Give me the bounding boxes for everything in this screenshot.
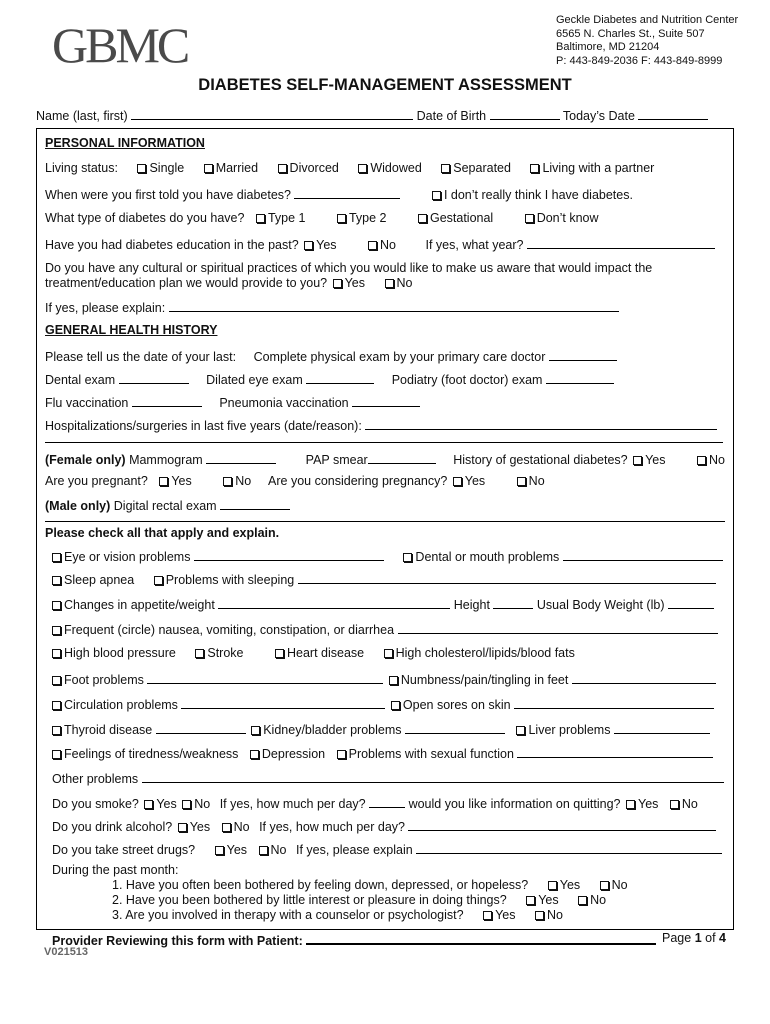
option-label: No xyxy=(270,843,287,857)
question-text: Hospitalizations/surgeries in last five years (date/reason): xyxy=(45,419,362,433)
flu-date-field[interactable] xyxy=(132,394,202,407)
checkbox-icon[interactable] xyxy=(259,846,268,855)
mammogram-date-field[interactable] xyxy=(206,451,276,464)
checkbox-icon[interactable] xyxy=(384,649,393,658)
page-of: of xyxy=(705,931,716,945)
checkbox-icon[interactable] xyxy=(256,214,265,223)
option-label: No xyxy=(611,878,628,892)
weight-field[interactable] xyxy=(668,596,714,609)
vaccine-row xyxy=(45,394,420,410)
question-text: Podiatry (foot doctor) exam xyxy=(391,373,543,387)
question-text: (Female only) xyxy=(45,453,126,467)
explain-field[interactable] xyxy=(169,299,619,312)
hospital-row xyxy=(45,417,717,433)
option-label: Married xyxy=(215,161,259,175)
dob-field[interactable] xyxy=(490,107,560,120)
question-text: Usual Body Weight (lb) xyxy=(536,598,665,612)
question-text: Are you considering pregnancy? xyxy=(268,474,448,488)
option-label: Eye or vision problems xyxy=(64,550,191,564)
gbmc-logo: GBMC xyxy=(52,17,188,73)
checkbox-icon[interactable] xyxy=(697,456,706,465)
question-text: Mammogram xyxy=(129,453,203,467)
option-label: Problems with sleeping xyxy=(165,573,295,587)
checkbox-icon[interactable] xyxy=(144,800,153,809)
question-text: Dilated eye exam xyxy=(206,373,303,387)
option-label: Numbness/pain/tingling in feet xyxy=(400,673,569,687)
checkbox-icon[interactable] xyxy=(600,881,609,890)
cultural-line1: Do you have any cultural or spiritual practices of which you would like to make us aware that would impact the xyxy=(45,261,653,275)
question-text: (Male only) xyxy=(45,499,111,513)
checkbox-icon[interactable] xyxy=(154,576,163,585)
checkbox-icon[interactable] xyxy=(159,477,168,486)
health-heading: GENERAL HEALTH HISTORY xyxy=(45,323,218,337)
address-line: Baltimore, MD 21204 xyxy=(556,41,660,53)
checkbox-icon[interactable] xyxy=(52,576,61,585)
option-label: No xyxy=(233,820,250,834)
question-text: Digital rectal exam xyxy=(113,499,217,513)
drugs-field[interactable] xyxy=(416,841,722,854)
option-label: Yes xyxy=(464,474,486,488)
thyroid-row xyxy=(50,721,710,737)
page-current: 1 xyxy=(694,931,702,945)
checkbox-icon[interactable] xyxy=(178,823,187,832)
sleep-field[interactable] xyxy=(298,571,716,584)
checkbox-icon[interactable] xyxy=(275,649,284,658)
option-label: Single xyxy=(149,161,185,175)
provider-label: Provider Reviewing this form with Patient: xyxy=(52,934,303,948)
smoke-amount-field[interactable] xyxy=(369,795,405,808)
question-text: 2. Have you been bothered by little interest or pleasure in doing things? xyxy=(112,893,507,907)
question-text: History of gestational diabetes? xyxy=(453,453,628,467)
checkbox-icon[interactable] xyxy=(250,750,259,759)
option-label: Yes xyxy=(189,820,211,834)
question-text: What type of diabetes do you have? xyxy=(45,211,245,225)
personal-heading: PERSONAL INFORMATION xyxy=(45,136,205,150)
checkbox-icon[interactable] xyxy=(441,164,450,173)
name-label: Name (last, first) xyxy=(36,109,128,123)
question-text: Do you take street drugs? xyxy=(52,843,196,857)
question-text: Do you smoke? xyxy=(52,797,139,811)
question-text: Are you pregnant? xyxy=(45,474,148,488)
height-field[interactable] xyxy=(493,596,533,609)
option-label: Yes xyxy=(638,797,659,811)
question-text: Pneumonia vaccination xyxy=(219,396,349,410)
checkbox-icon[interactable] xyxy=(204,164,213,173)
sores-field[interactable] xyxy=(514,696,714,709)
option-label: Don’t know xyxy=(536,211,599,225)
dental-problems-field[interactable] xyxy=(563,548,723,561)
checkbox-icon[interactable] xyxy=(453,477,462,486)
checkbox-icon[interactable] xyxy=(633,456,642,465)
question-text: Dental exam xyxy=(45,373,116,387)
option-label: Circulation problems xyxy=(64,698,178,712)
checkbox-icon[interactable] xyxy=(517,477,526,486)
checkbox-icon[interactable] xyxy=(333,279,342,288)
option-label: Type 1 xyxy=(267,211,306,225)
option-label: Living with a partner xyxy=(542,161,655,175)
checkbox-icon[interactable] xyxy=(52,726,61,735)
checkbox-icon[interactable] xyxy=(578,896,587,905)
female-row xyxy=(45,451,725,467)
sexual-field[interactable] xyxy=(517,745,713,758)
alcohol-row xyxy=(52,818,716,834)
podiatry-date-field[interactable] xyxy=(546,371,614,384)
type-row xyxy=(45,211,599,225)
question-text: Do you drink alcohol? xyxy=(52,820,173,834)
today-field[interactable] xyxy=(638,107,708,120)
checkbox-icon[interactable] xyxy=(52,553,61,562)
page-number xyxy=(662,931,726,945)
name-row xyxy=(36,107,708,123)
nausea-row xyxy=(50,621,718,637)
smoke-row xyxy=(52,795,698,811)
past-month-item xyxy=(112,893,606,908)
checkbox-icon[interactable] xyxy=(548,881,557,890)
nausea-field[interactable] xyxy=(398,621,718,634)
question-text: 1. Have you often been bothered by feeling down, depressed, or hopeless? xyxy=(112,878,529,892)
form-title: DIABETES SELF-MANAGEMENT ASSESSMENT xyxy=(198,76,572,94)
option-label: High blood pressure xyxy=(64,646,176,660)
checkbox-icon[interactable] xyxy=(535,911,544,920)
past-month-label: During the past month: xyxy=(52,863,179,877)
option-label: Sleep apnea xyxy=(64,573,135,587)
option-label: Frequent (circle) nausea, vomiting, constipation, or diarrhea xyxy=(64,623,395,637)
page-label: Page xyxy=(662,931,692,945)
question-text: Have you had diabetes education in the past? xyxy=(45,238,299,252)
hospital-line[interactable] xyxy=(45,442,723,443)
question-text: PAP smear xyxy=(305,453,368,467)
option-label: Separated xyxy=(453,161,511,175)
question-text: treatment/education plan we would provide to you? xyxy=(45,276,328,290)
name-field[interactable] xyxy=(131,107,413,120)
option-label: No xyxy=(709,453,725,467)
question-text: If yes, what year? xyxy=(425,238,524,252)
checkbox-icon[interactable] xyxy=(52,649,61,658)
checkbox-icon[interactable] xyxy=(137,164,146,173)
past-month-item xyxy=(112,878,628,893)
option-label: I don’t really think I have diabetes. xyxy=(443,188,633,202)
numb-field[interactable] xyxy=(572,671,716,684)
checkbox-icon[interactable] xyxy=(389,676,398,685)
checkbox-icon[interactable] xyxy=(358,164,367,173)
option-label: Yes xyxy=(559,878,581,892)
checkbox-icon[interactable] xyxy=(251,726,260,735)
checkbox-icon[interactable] xyxy=(52,601,61,610)
checkbox-icon[interactable] xyxy=(516,726,525,735)
today-label: Today’s Date xyxy=(562,109,635,123)
option-label: No xyxy=(528,474,545,488)
sleep-row xyxy=(50,571,716,587)
checkbox-icon[interactable] xyxy=(626,800,635,809)
checkbox-icon[interactable] xyxy=(525,214,534,223)
option-label: Type 2 xyxy=(348,211,387,225)
living-status-row xyxy=(45,161,654,175)
other-row xyxy=(52,770,724,786)
option-label: Dental or mouth problems xyxy=(415,550,560,564)
question-text: 3. Are you involved in therapy with a counselor or psychologist? xyxy=(112,908,464,922)
checkbox-icon[interactable] xyxy=(368,241,377,250)
told-row xyxy=(45,186,633,202)
past-month-item xyxy=(112,908,563,923)
question-text: Other problems xyxy=(52,772,139,786)
question-text: If yes, how much per day? xyxy=(259,820,405,834)
checkbox-icon[interactable] xyxy=(403,553,412,562)
eye-problems-field[interactable] xyxy=(194,548,384,561)
option-label: Yes xyxy=(495,908,516,922)
question-text: Flu vaccination xyxy=(45,396,129,410)
circulation-row xyxy=(50,696,714,712)
pap-date-field[interactable] xyxy=(368,451,436,464)
option-label: Yes xyxy=(171,474,192,488)
option-label: Divorced xyxy=(289,161,339,175)
question-text: Height xyxy=(453,598,490,612)
address-line: P: 443-849-2036 F: 443-849-8999 xyxy=(556,54,723,67)
checkbox-icon[interactable] xyxy=(337,750,346,759)
option-label: No xyxy=(380,238,397,252)
checkbox-icon[interactable] xyxy=(52,750,61,759)
male-row xyxy=(45,497,290,513)
option-label: No xyxy=(681,797,698,811)
checkbox-icon[interactable] xyxy=(182,800,191,809)
checkbox-icon[interactable] xyxy=(215,846,224,855)
address-line: 6565 N. Charles St., Suite 507 xyxy=(556,27,705,40)
rectal-date-field[interactable] xyxy=(220,497,290,510)
drugs-row xyxy=(52,841,722,857)
told-field[interactable] xyxy=(294,186,400,199)
option-label: Yes xyxy=(344,276,366,290)
physical-row xyxy=(45,348,617,364)
question-text: If yes, please explain: xyxy=(45,301,166,315)
address-line: Geckle Diabetes and Nutrition Center xyxy=(556,14,739,26)
circ-field[interactable] xyxy=(181,696,385,709)
kidney-field[interactable] xyxy=(405,721,505,734)
foot-row xyxy=(50,671,716,687)
checkbox-icon[interactable] xyxy=(304,241,313,250)
question-text: If yes, please explain xyxy=(295,843,413,857)
cultural-line2 xyxy=(45,276,412,290)
hospital-field[interactable] xyxy=(365,417,717,430)
option-label: High cholesterol/lipids/blood fats xyxy=(395,646,575,660)
option-label: Kidney/bladder problems xyxy=(263,723,402,737)
checkbox-icon[interactable] xyxy=(670,800,679,809)
checkbox-icon[interactable] xyxy=(530,164,539,173)
pneumonia-date-field[interactable] xyxy=(352,394,420,407)
option-label: No xyxy=(396,276,413,290)
appetite-field[interactable] xyxy=(218,596,450,609)
option-label: Yes xyxy=(645,453,666,467)
foot-field[interactable] xyxy=(147,671,383,684)
checkbox-icon[interactable] xyxy=(52,676,61,685)
question-text: When were you first told you have diabetes? xyxy=(45,188,291,202)
checkbox-icon[interactable] xyxy=(223,477,232,486)
dob-label: Date of Birth xyxy=(416,109,487,123)
living-label: Living status: xyxy=(45,161,118,175)
option-label: Open sores on skin xyxy=(402,698,511,712)
checkbox-icon[interactable] xyxy=(432,191,441,200)
question-text: Complete physical exam by your primary care doctor xyxy=(253,350,546,364)
option-label: Foot problems xyxy=(64,673,144,687)
option-label: Yes xyxy=(156,797,177,811)
option-label: No xyxy=(235,474,252,488)
checkbox-icon[interactable] xyxy=(483,911,492,920)
checkbox-icon[interactable] xyxy=(278,164,287,173)
option-label: Depression xyxy=(261,747,326,761)
exam-row xyxy=(45,371,614,387)
checkbox-icon[interactable] xyxy=(385,279,394,288)
checkbox-icon[interactable] xyxy=(52,701,61,710)
checkbox-icon[interactable] xyxy=(52,626,61,635)
option-label: Thyroid disease xyxy=(64,723,153,737)
thyroid-field[interactable] xyxy=(156,721,246,734)
tired-row xyxy=(50,745,713,761)
pregnant-row xyxy=(45,474,545,488)
option-label: Gestational xyxy=(429,211,494,225)
provider-field[interactable] xyxy=(306,931,656,945)
alcohol-amount-field[interactable] xyxy=(408,818,716,831)
option-label: Yes xyxy=(316,238,337,252)
provider-row xyxy=(52,931,656,948)
address-block xyxy=(556,14,738,68)
page-total: 4 xyxy=(719,931,726,945)
eye-date-field[interactable] xyxy=(306,371,374,384)
appetite-row xyxy=(50,596,714,612)
liver-field[interactable] xyxy=(614,721,710,734)
checkbox-icon[interactable] xyxy=(222,823,231,832)
education-row xyxy=(45,236,715,252)
option-label: Yes xyxy=(538,893,559,907)
option-label: Liver problems xyxy=(528,723,611,737)
option-label: No xyxy=(194,797,211,811)
other-field[interactable] xyxy=(142,770,724,783)
checkbox-icon[interactable] xyxy=(526,896,535,905)
year-field[interactable] xyxy=(527,236,715,249)
option-label: No xyxy=(546,908,563,922)
question-text: If yes, how much per day? xyxy=(219,797,366,811)
option-label: Feelings of tiredness/weakness xyxy=(64,747,239,761)
dental-date-field[interactable] xyxy=(119,371,189,384)
physical-date-field[interactable] xyxy=(549,348,617,361)
checkbox-icon[interactable] xyxy=(337,214,346,223)
option-label: Problems with sexual function xyxy=(348,747,514,761)
question-text: Please tell us the date of your last: xyxy=(45,350,237,364)
male-line[interactable] xyxy=(45,521,725,522)
checkbox-icon[interactable] xyxy=(418,214,427,223)
check-all-heading: Please check all that apply and explain. xyxy=(45,526,280,540)
bp-row xyxy=(50,646,575,660)
question-text: would you like information on quitting? xyxy=(408,797,621,811)
option-label: Widowed xyxy=(370,161,422,175)
option-label: Stroke xyxy=(207,646,244,660)
option-label: No xyxy=(590,893,607,907)
option-label: Yes xyxy=(226,843,248,857)
version-code: V021513 xyxy=(44,946,89,958)
explain-row xyxy=(45,299,619,315)
option-label: Heart disease xyxy=(286,646,365,660)
option-label: Changes in appetite/weight xyxy=(64,598,215,612)
checkbox-icon[interactable] xyxy=(391,701,400,710)
checkbox-icon[interactable] xyxy=(195,649,204,658)
eye-problems-row xyxy=(50,548,723,564)
